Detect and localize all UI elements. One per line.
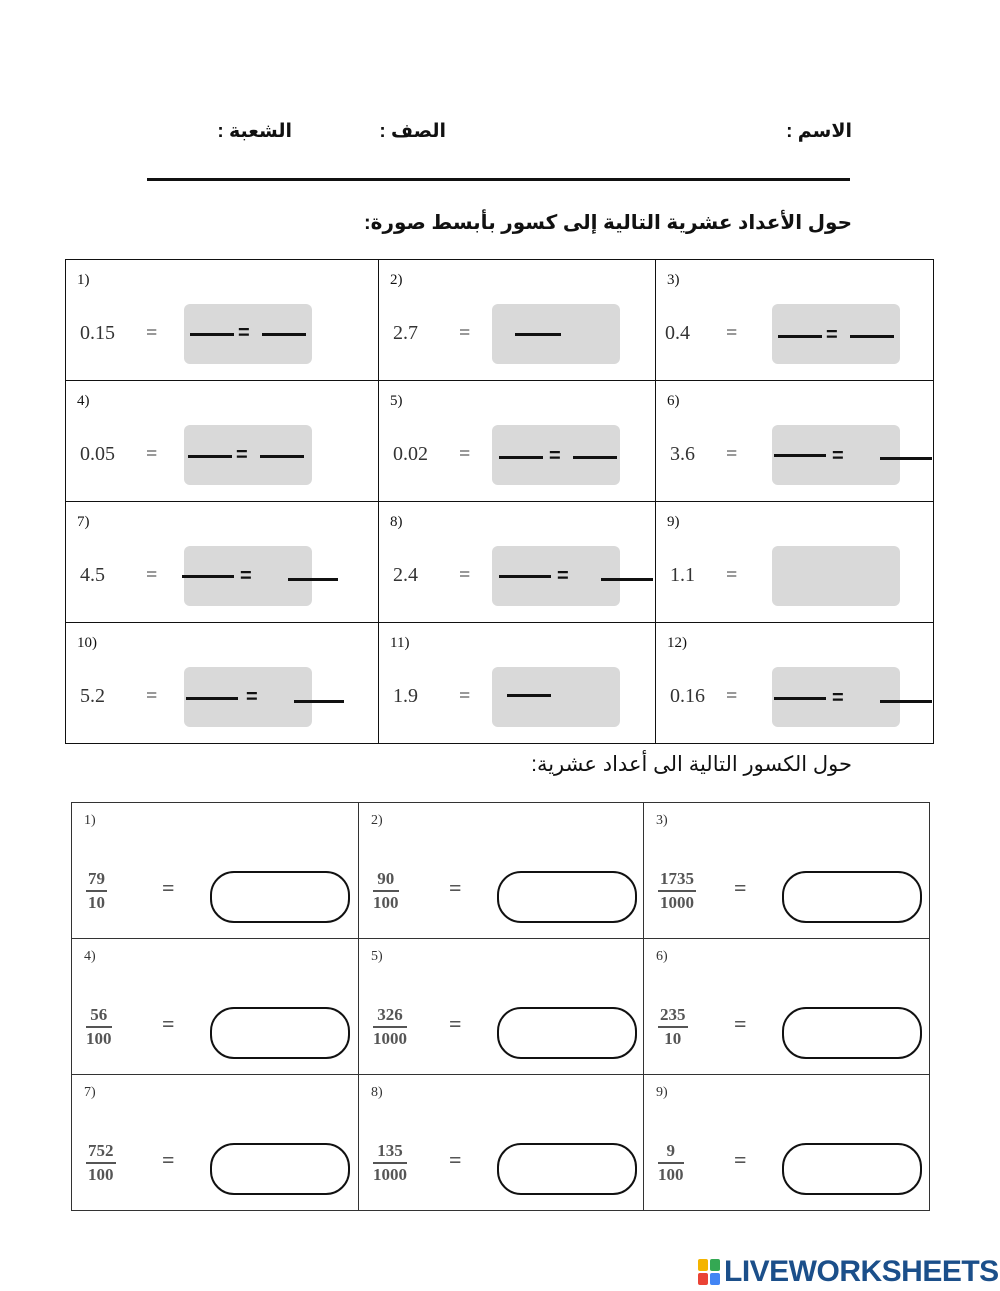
numerator: 90: [373, 869, 399, 892]
inner-equals-sign: =: [246, 686, 258, 708]
fraction: [373, 1005, 407, 1049]
denominator: 100: [88, 1165, 114, 1184]
inner-equals-sign: =: [236, 444, 248, 466]
decimal-value: 1.9: [393, 685, 418, 707]
equals-sign: =: [726, 322, 738, 344]
item-number: 5): [390, 393, 403, 409]
numerator: 326: [373, 1005, 407, 1028]
brand-text: LIVEWORKSHEETS: [724, 1255, 999, 1288]
exercise-cell: [644, 939, 930, 1075]
item-number: 1): [77, 272, 90, 288]
item-number: 8): [390, 514, 403, 530]
answer-input[interactable]: [210, 871, 350, 923]
denominator: 1000: [373, 1165, 407, 1184]
answer-input[interactable]: [210, 1007, 350, 1059]
item-number: 2): [390, 272, 403, 288]
answer-input[interactable]: [782, 871, 922, 923]
exercise-cell: [656, 260, 934, 381]
decimal-value: 2.7: [393, 322, 418, 344]
answer-input[interactable]: [497, 1143, 637, 1195]
fraction: [86, 869, 107, 913]
item-number: 5): [371, 949, 383, 964]
section1-instruction: حول الأعداد عشرية التالية إلى كسور بأبسط صورة:: [364, 212, 852, 234]
decimal-value: 5.2: [80, 685, 105, 707]
inner-equals-sign: =: [549, 445, 561, 467]
equals-sign: =: [449, 875, 462, 900]
fraction-line[interactable]: [186, 697, 238, 700]
liveworksheets-logo: [698, 1255, 999, 1289]
equals-sign: =: [459, 564, 471, 586]
answer-input[interactable]: [497, 1007, 637, 1059]
decimal-value: 0.15: [80, 322, 115, 344]
item-number: 1): [84, 813, 96, 828]
exercise-cell: [66, 260, 379, 381]
exercise-cell: [66, 381, 379, 502]
fraction: [373, 869, 399, 913]
fraction-line[interactable]: [573, 456, 617, 459]
denominator: 100: [86, 1029, 112, 1048]
section-label: الشعبة :: [217, 121, 292, 142]
item-number: 6): [656, 949, 668, 964]
fraction-line[interactable]: [188, 455, 232, 458]
exercise-cell: [72, 1075, 359, 1211]
exercise-cell: [656, 502, 934, 623]
fraction-line[interactable]: [262, 333, 306, 336]
numerator: 135: [373, 1141, 407, 1164]
decimal-value: 3.6: [670, 443, 695, 465]
fraction-line[interactable]: [601, 578, 653, 581]
exercise-cell: [379, 260, 656, 381]
fraction: [658, 1141, 684, 1185]
equals-sign: =: [726, 443, 738, 465]
exercise-cell: [359, 1075, 644, 1211]
inner-equals-sign: =: [238, 322, 250, 344]
exercise-cell: [644, 803, 930, 939]
equals-sign: =: [734, 1147, 747, 1172]
exercise-cell: [644, 1075, 930, 1211]
item-number: 6): [667, 393, 680, 409]
decimal-value: 4.5: [80, 564, 105, 586]
item-number: 9): [656, 1085, 668, 1100]
equals-sign: =: [146, 685, 158, 707]
logo-blocks-icon: [698, 1259, 720, 1285]
header-divider: [147, 178, 850, 181]
answer-input[interactable]: [782, 1143, 922, 1195]
exercise-cell: [656, 381, 934, 502]
fraction: [658, 1005, 688, 1049]
fraction-line[interactable]: [774, 454, 826, 457]
exercise-cell: [359, 803, 644, 939]
fraction: [86, 1141, 116, 1185]
exercise-cell: [72, 939, 359, 1075]
item-number: 4): [77, 393, 90, 409]
inner-equals-sign: =: [557, 565, 569, 587]
numerator: 752: [86, 1141, 116, 1164]
answer-input[interactable]: [782, 1007, 922, 1059]
equals-sign: =: [459, 685, 471, 707]
item-number: 12): [667, 635, 687, 651]
numerator: 1735: [658, 869, 696, 892]
exercise-cell: [379, 381, 656, 502]
decimal-value: 1.1: [670, 564, 695, 586]
fraction-line[interactable]: [774, 697, 826, 700]
denominator: 100: [658, 1165, 684, 1184]
fraction-line[interactable]: [499, 456, 543, 459]
fraction: [658, 869, 696, 913]
exercise-cell: [379, 502, 656, 623]
decimal-value: 0.02: [393, 443, 428, 465]
numerator: 56: [86, 1005, 112, 1028]
exercise-cell: [66, 623, 379, 744]
decimal-value: 0.16: [670, 685, 705, 707]
fraction-to-decimal-table: [71, 802, 930, 1211]
item-number: 7): [77, 514, 90, 530]
item-number: 3): [656, 813, 668, 828]
equals-sign: =: [162, 1147, 175, 1172]
equals-sign: =: [449, 1147, 462, 1172]
decimal-value: 2.4: [393, 564, 418, 586]
denominator: 10: [664, 1029, 682, 1048]
fraction-line[interactable]: [778, 335, 822, 338]
equals-sign: =: [146, 322, 158, 344]
fraction-line[interactable]: [499, 575, 551, 578]
fraction-line[interactable]: [182, 575, 234, 578]
section2-instruction: حول الكسور التالية الى أعداد عشرية:: [531, 753, 852, 776]
item-number: 8): [371, 1085, 383, 1100]
answer-box[interactable]: [772, 546, 900, 606]
equals-sign: =: [726, 685, 738, 707]
item-number: 7): [84, 1085, 96, 1100]
item-number: 10): [77, 635, 97, 651]
denominator: 1000: [660, 893, 694, 912]
inner-equals-sign: =: [826, 324, 838, 346]
equals-sign: =: [162, 875, 175, 900]
fraction-line[interactable]: [880, 457, 932, 460]
fraction-line[interactable]: [507, 694, 551, 697]
inner-equals-sign: =: [832, 445, 844, 467]
denominator: 10: [88, 893, 105, 912]
fraction-line[interactable]: [294, 700, 344, 703]
answer-input[interactable]: [497, 871, 637, 923]
equals-sign: =: [146, 564, 158, 586]
fraction: [86, 1005, 112, 1049]
denominator: 1000: [373, 1029, 407, 1048]
decimal-value: 0.4: [665, 322, 690, 344]
decimal-to-fraction-table: [65, 259, 934, 744]
numerator: 9: [658, 1141, 684, 1164]
exercise-cell: [66, 502, 379, 623]
item-number: 11): [390, 635, 410, 651]
fraction-line[interactable]: [260, 455, 304, 458]
item-number: 2): [371, 813, 383, 828]
equals-sign: =: [449, 1011, 462, 1036]
equals-sign: =: [734, 875, 747, 900]
equals-sign: =: [162, 1011, 175, 1036]
numerator: 79: [86, 869, 107, 892]
class-label: الصف :: [379, 121, 446, 142]
fraction-line[interactable]: [515, 333, 561, 336]
exercise-cell: [379, 623, 656, 744]
decimal-value: 0.05: [80, 443, 115, 465]
equals-sign: =: [734, 1011, 747, 1036]
fraction-line[interactable]: [190, 333, 234, 336]
item-number: 4): [84, 949, 96, 964]
exercise-cell: [72, 803, 359, 939]
fraction-line[interactable]: [850, 335, 894, 338]
exercise-cell: [656, 623, 934, 744]
fraction-line[interactable]: [880, 700, 932, 703]
exercise-cell: [359, 939, 644, 1075]
equals-sign: =: [459, 322, 471, 344]
denominator: 100: [373, 893, 399, 912]
answer-input[interactable]: [210, 1143, 350, 1195]
inner-equals-sign: =: [240, 565, 252, 587]
answer-box[interactable]: [492, 667, 620, 727]
item-number: 9): [667, 514, 680, 530]
equals-sign: =: [726, 564, 738, 586]
fraction: [373, 1141, 407, 1185]
inner-equals-sign: =: [832, 687, 844, 709]
numerator: 235: [658, 1005, 688, 1028]
name-label: الاسم :: [786, 121, 852, 142]
fraction-line[interactable]: [288, 578, 338, 581]
item-number: 3): [667, 272, 680, 288]
equals-sign: =: [146, 443, 158, 465]
equals-sign: =: [459, 443, 471, 465]
